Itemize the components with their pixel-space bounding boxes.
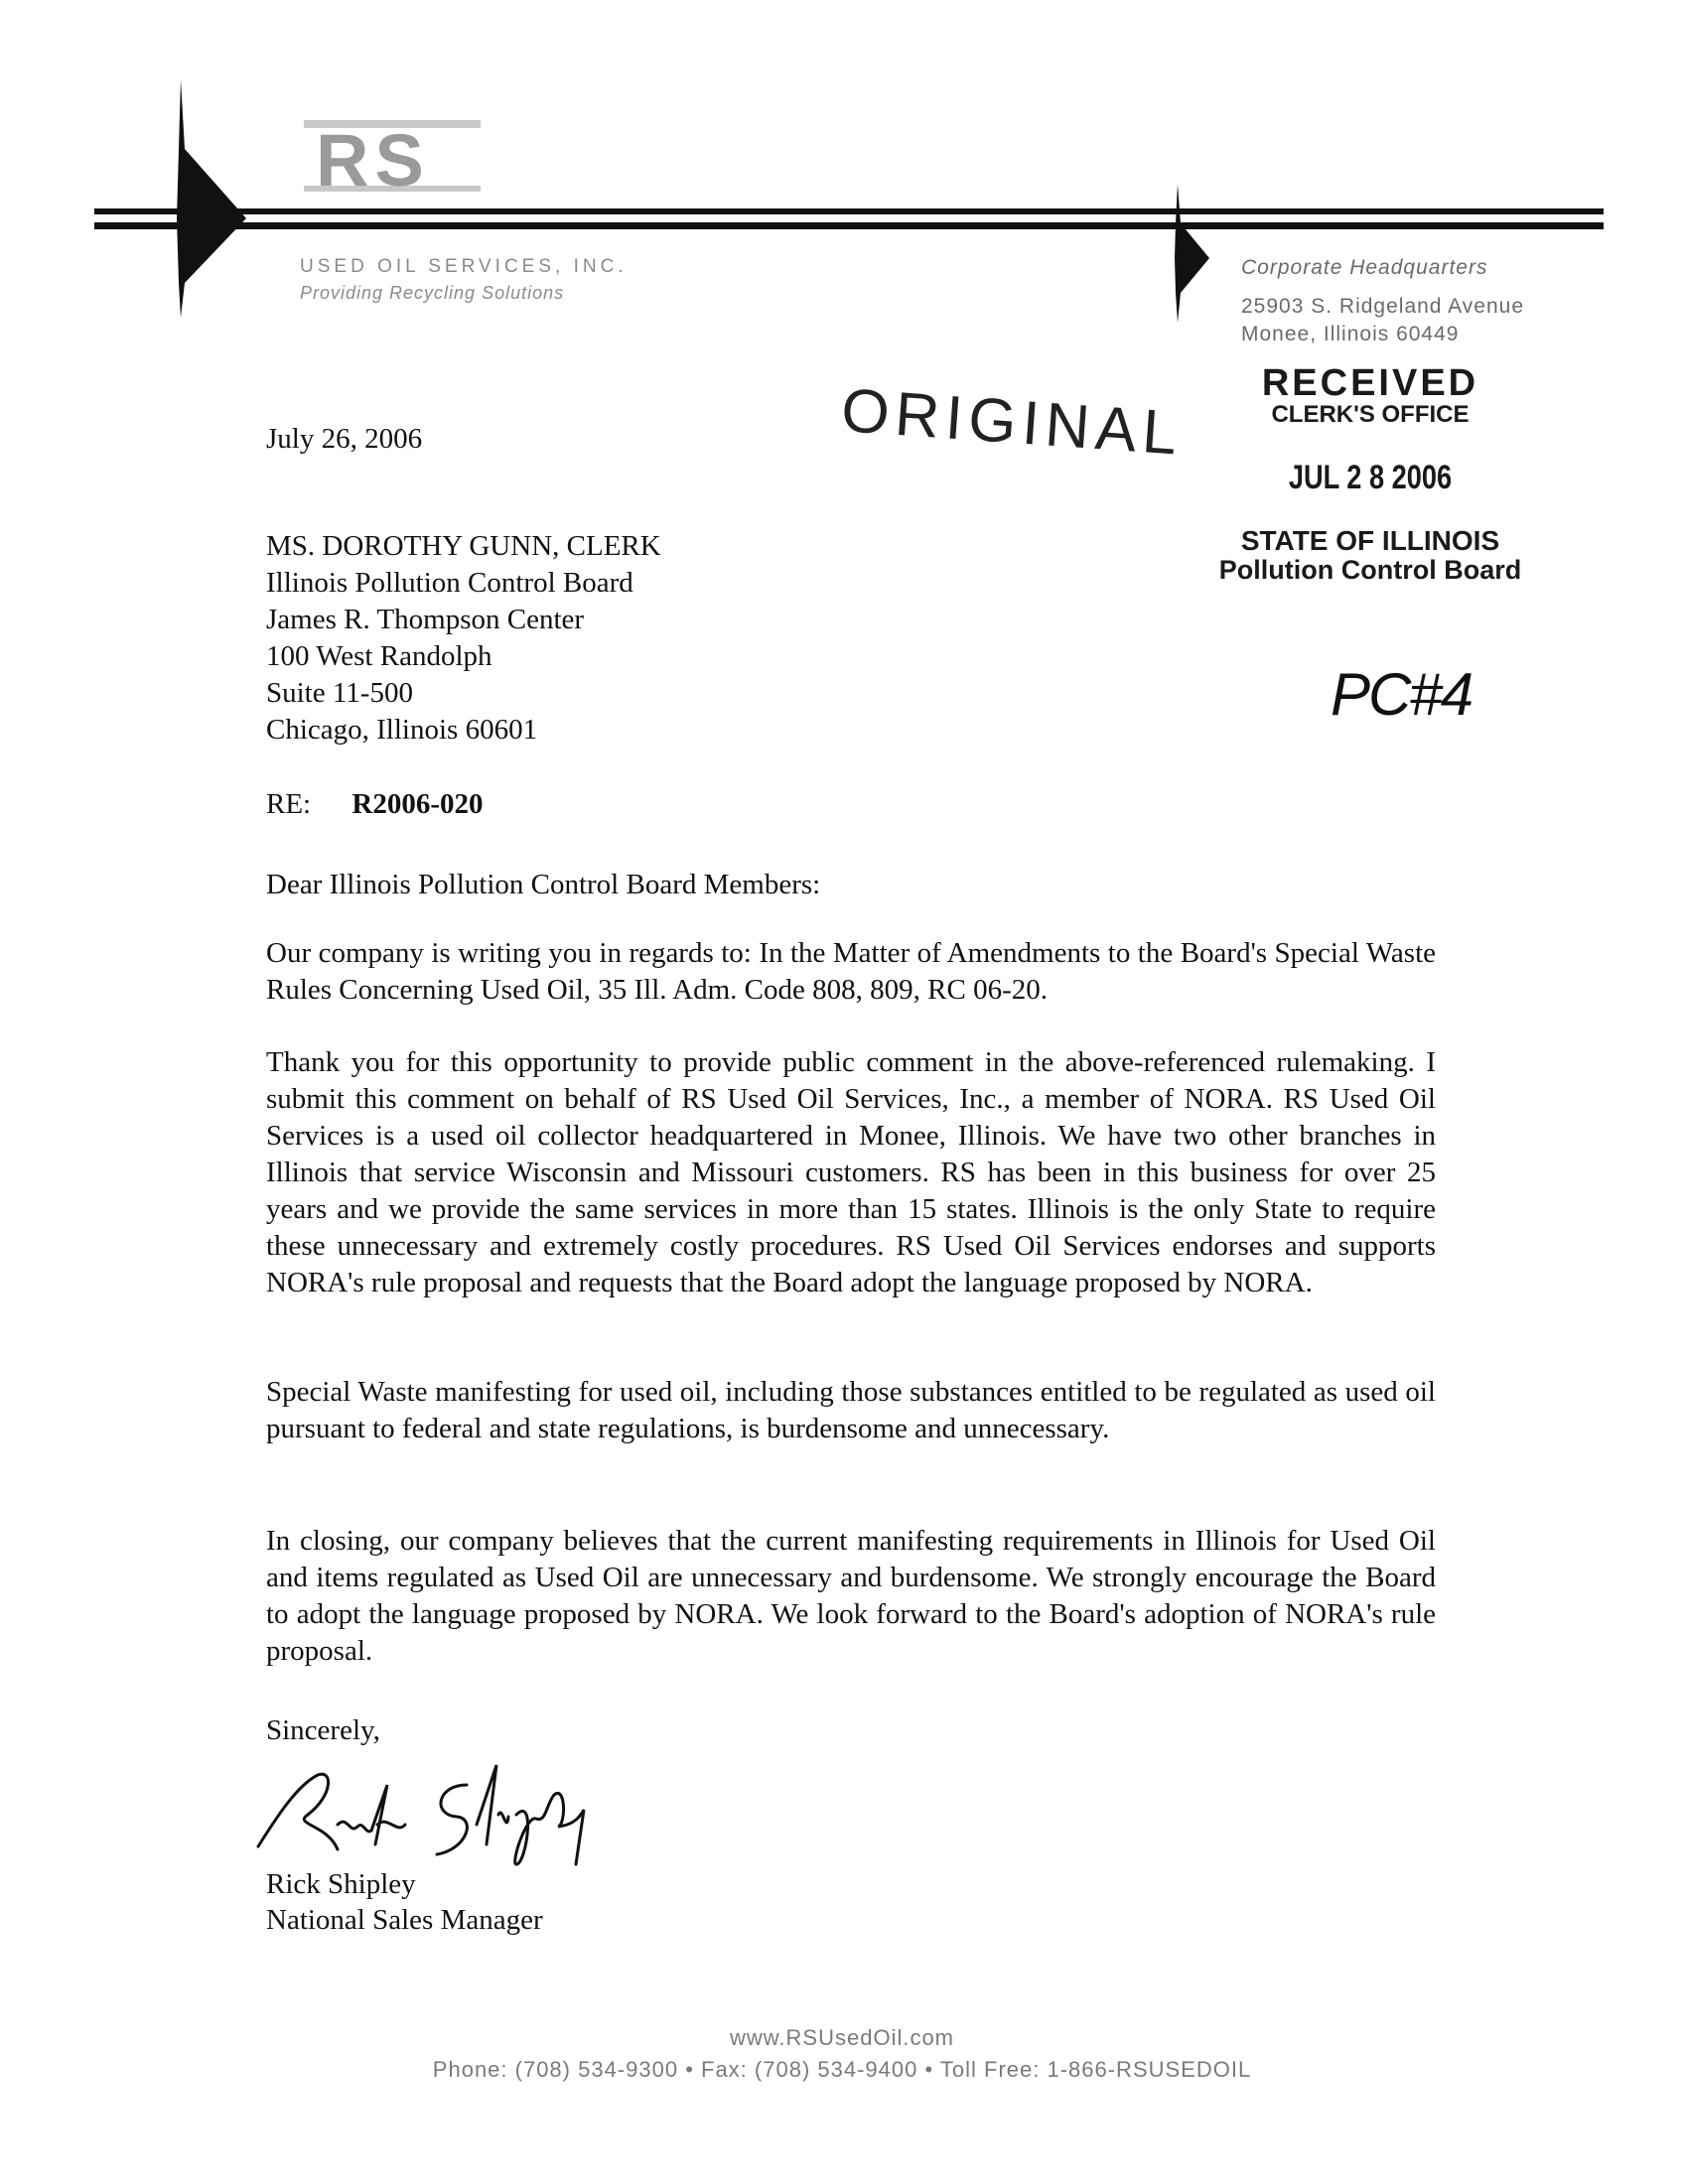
hq-address-line2: Monee, Illinois 60449	[1241, 323, 1460, 345]
recipient-line: MS. DOROTHY GUNN, CLERK	[266, 530, 661, 562]
received-stamp	[1206, 362, 1534, 586]
re-value: R2006-020	[351, 788, 484, 820]
signer-title: National Sales Manager	[266, 1904, 543, 1936]
pc-number-handwritten: PC#4	[1331, 661, 1473, 728]
footer-website: www.RSUsedOil.com	[729, 2025, 955, 2050]
received-label: RECEIVED	[1261, 362, 1479, 404]
arrow-logo-mark	[169, 79, 248, 318]
board-label: Pollution Control Board	[1218, 555, 1522, 585]
original-stamp: ORIGINAL	[839, 375, 1186, 469]
state-of-illinois-label: STATE OF ILLINOIS	[1240, 525, 1500, 556]
paragraph-comment: Thank you for this opportunity to provide public comment in the above-referenced rulemaking. I submit this comment on behalf of RS Used Oil Services, Inc., a member of NORA. RS Used Oil Services is a used oil collector headquartered in Monee, Illinois. We have two other branches in Illinois that service Wisconsin and Missouri customers. RS has been in this business for over 25 years and we provide the same services in more than 15 states. Illinois is the only State to require these unnecessary and extremely costly procedures. RS Used Oil Services endorses and supports NORA's rule proposal and requests that the Board adopt the language proposed by NORA.	[266, 1046, 1436, 1298]
received-date: JUL 2 8 2006	[1288, 459, 1453, 496]
company-name: USED OIL SERVICES, INC.	[300, 256, 628, 277]
paragraph-closing: In closing, our company believes that the current manifesting requirements in Illinois for Used Oil and items regulated as Used Oil are unnecessary and burdensome. We strongly encourage the Board to adopt the language proposed by NORA. We look forward to the Board's adoption of NORA's rule proposal.	[266, 1525, 1436, 1667]
rs-logo-text: RS	[316, 119, 430, 202]
footer-contact: Phone: (708) 534-9300 • Fax: (708) 534-9400 • Toll Free: 1-866-RSUSEDOIL	[432, 2057, 1252, 2082]
paragraph-intro: Our company is writing you in regards to: In the Matter of Amendments to the Board's Special Waste Rules Concerning Used Oil, 35 Ill. Adm. Code 808, 809, RC 06-20.	[266, 937, 1436, 1006]
letter-date: July 26, 2006	[266, 423, 423, 455]
header-rule-top	[94, 208, 1604, 214]
paragraph-manifesting: Special Waste manifesting for used oil, including those substances entitled to be regulated as used oil pursuant to federal and state regulations, is burdensome and unnecessary.	[266, 1376, 1436, 1444]
arrow-divider-mark	[1172, 184, 1211, 323]
recipient-block	[266, 528, 661, 749]
company-tagline: Providing Recycling Solutions	[300, 283, 565, 303]
signature-graphic	[238, 1755, 606, 1874]
recipient-line: Chicago, Illinois 60601	[266, 714, 538, 746]
rs-logo	[298, 114, 487, 204]
closing: Sincerely,	[266, 1714, 380, 1746]
hq-label: Corporate Headquarters	[1241, 256, 1488, 279]
re-line	[266, 786, 483, 823]
signer-name: Rick Shipley	[266, 1868, 416, 1900]
recipient-line: Suite 11-500	[266, 677, 413, 709]
recipient-line: 100 West Randolph	[266, 640, 492, 672]
recipient-line: Illinois Pollution Control Board	[266, 567, 633, 599]
re-label: RE:	[266, 788, 312, 820]
recipient-line: James R. Thompson Center	[266, 604, 585, 635]
header-rule-bottom	[94, 222, 1604, 229]
hq-address-line1: 25903 S. Ridgeland Avenue	[1241, 295, 1524, 318]
clerks-office-label: CLERK'S OFFICE	[1271, 401, 1470, 428]
salutation: Dear Illinois Pollution Control Board Members:	[266, 869, 821, 900]
